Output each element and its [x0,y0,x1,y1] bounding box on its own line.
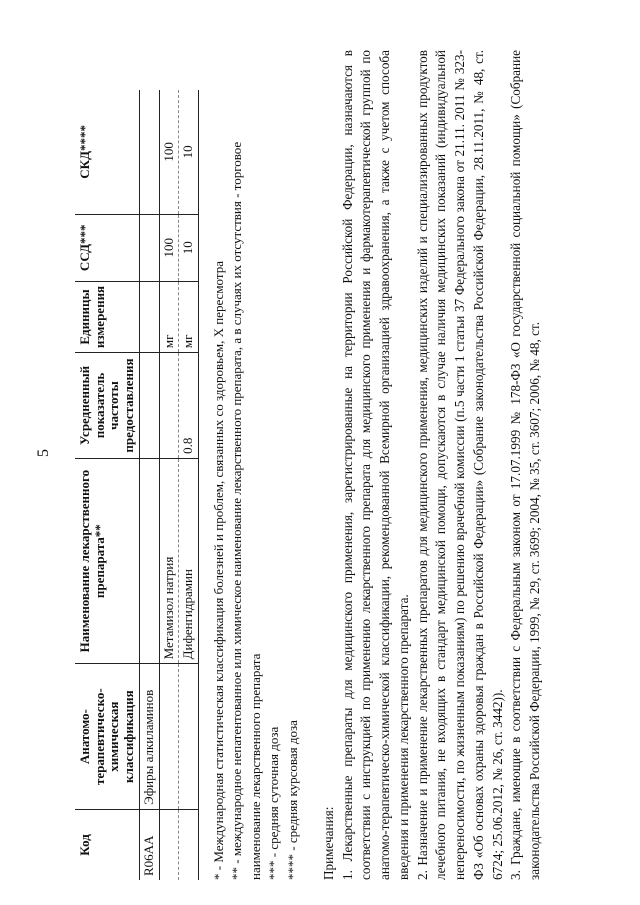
unit-cell: мг [159,281,179,352]
header-skd: СКД**** [75,90,140,214]
drug-name-cell: Метамизол натрия [159,458,179,663]
header-atc: Анатомо-терапевтическо-химическая классификация [75,664,140,810]
footnote: **** - средняя курсовая доза [284,720,300,880]
page-number: 5 [35,449,52,457]
group-code: R06AA [140,809,160,880]
footnote: ** - международное непатентованное или химическое наименование лекарственного препарата, а в случаях их отсутствия - торговое наименование лекарственного препарата [229,141,263,880]
notes-section [320,50,545,880]
skd-cell: 10 [179,90,199,214]
footnote: *** - средняя суточная доза [266,726,282,880]
frequency-cell: 0.8 [179,353,199,459]
header-unit: Единицы измерения [75,281,140,352]
group-atc: Эфиры алкиламинов [140,664,160,810]
note-item: 1. Лекарственные препараты для медицинского применения, зарегистрированные на территории Российской Федерации, назначаются в соответствии с инструкцией по применению лекарственного препарата для медицинского применения и фармакотерапевтической группой по анатомо-терапевтическо-химической классификации, рекомендованной Всемирной организацией здравоохранения, а также с учетом способа введения и применения лекарственного препарата. [339,50,411,880]
drug-standard-table [75,90,199,880]
unit-cell: мг [179,281,199,352]
note-item: 3. Граждане, имеющие в соответствии с Федеральным законом от 17.07.1999 № 178-ФЗ «О государственной социальной помощи» (Собрание законодательства Российской Федерации, 1999, № 29, ст. 3699; 2004, № 35, ст. 3607; 2006, № 48, ст. [508,50,543,880]
header-drug-name: Наименование лекарственного препарата** [75,458,140,663]
header-code: Код [75,809,140,880]
footnotes [210,80,302,880]
table-header-row [75,90,140,880]
skd-cell: 100 [159,90,179,214]
rotated-document-sheet [0,45,560,905]
header-ssd: ССД*** [75,214,140,281]
table-row [159,90,179,880]
table-group-row [140,90,160,880]
footnote: * - Международная статистическая классификация болезней и проблем, связанных со здоровьем, X пересмотра [211,261,226,880]
frequency-cell [159,353,179,459]
drug-name-cell: Дифенгидрамин [179,458,199,663]
notes-heading: Примечания: [321,806,336,880]
note-item: 2. Назначение и применение лекарственных препаратов для медицинского применения, медицинских изделий и специализированных продуктов лечебного питания, не входящих в стандарт медицинской помощи, допускаются в случае наличия медицинских показаний (индивидуальной непереносимости, по жизненным показаниям) по решению врачебной комиссии (п.5 части 1 статьи 37 Федерального закона от 21.11. 2011 № 323-ФЗ «Об основах охраны здоровья граждан в Российской Федерации» (Собрание законодательства Российской Федерации, 28.11.2011, № 48, ст. 6724; 25.06.2012, № 26, ст. 3442)). [414,50,505,880]
ssd-cell: 100 [159,214,179,281]
header-frequency: Усредненный показатель частоты предоставления [75,353,140,459]
ssd-cell: 10 [179,214,199,281]
table-row [179,90,199,880]
